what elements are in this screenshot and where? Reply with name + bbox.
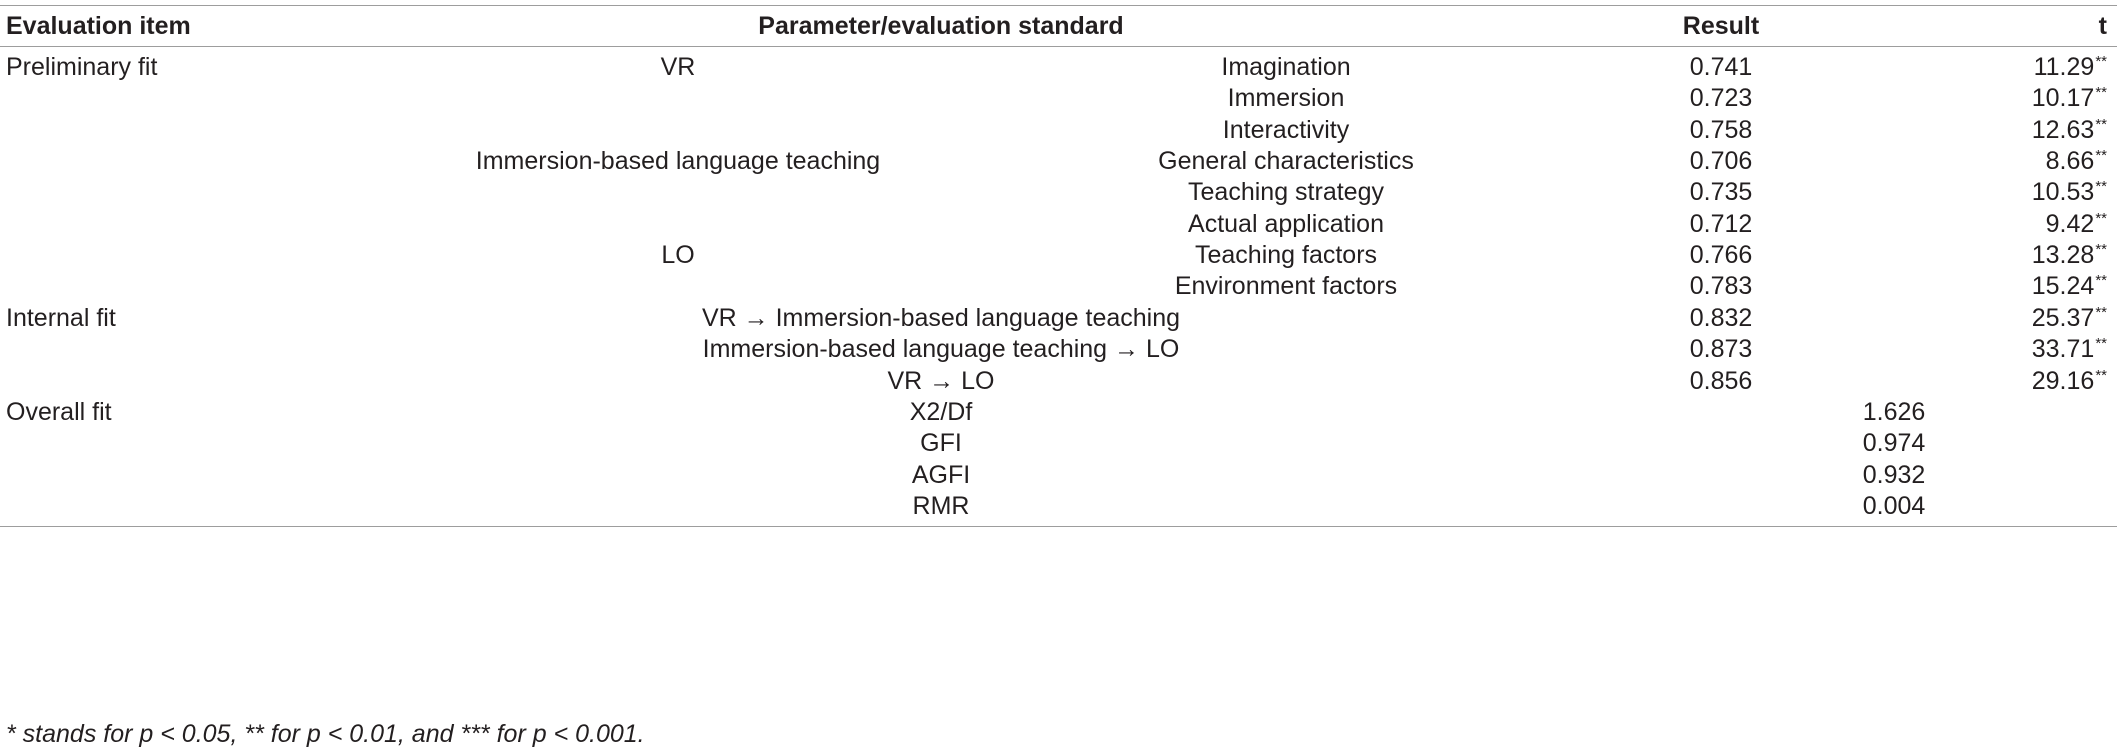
section-overall-fit: Overall fit	[6, 398, 112, 426]
group-immersion-based-teaching: Immersion-based language teaching	[475, 147, 881, 175]
preliminary-t	[2046, 146, 2107, 180]
significance-marker: **	[2095, 147, 2107, 164]
preliminary-result: 0.766	[1689, 241, 1753, 269]
significance-marker: **	[2095, 272, 2107, 289]
table-top-rule	[0, 5, 2117, 6]
header-result: Result	[1682, 12, 1760, 40]
header-t: t	[2098, 12, 2107, 40]
significance-marker: **	[2095, 210, 2107, 227]
preliminary-result: 0.723	[1689, 84, 1753, 112]
preliminary-item: Teaching strategy	[1188, 178, 1384, 206]
internal-t	[2032, 334, 2107, 368]
preliminary-t	[2032, 83, 2107, 117]
preliminary-item: Interactivity	[1222, 116, 1350, 144]
internal-result: 0.856	[1689, 367, 1753, 395]
header-bottom-rule	[0, 46, 2117, 47]
significance-marker: **	[2095, 304, 2107, 321]
preliminary-result: 0.735	[1689, 178, 1753, 206]
preliminary-item: Actual application	[1188, 210, 1384, 238]
overall-value: 0.932	[1862, 461, 1926, 489]
t-value: 12.63	[2031, 116, 2095, 144]
significance-marker: **	[2095, 178, 2107, 195]
preliminary-t	[2032, 271, 2107, 305]
t-value: 10.17	[2031, 84, 2095, 112]
preliminary-t	[2032, 115, 2107, 149]
internal-t	[2032, 303, 2107, 337]
internal-result: 0.832	[1689, 304, 1753, 332]
internal-path: Immersion-based language teaching → LO	[702, 335, 1180, 363]
overall-value: 0.974	[1862, 429, 1926, 457]
overall-value: 1.626	[1862, 398, 1926, 426]
t-value: 10.53	[2031, 178, 2095, 206]
group-vr: VR	[660, 53, 696, 81]
t-value: 25.37	[2031, 304, 2095, 332]
preliminary-t	[2046, 209, 2107, 243]
section-internal-fit: Internal fit	[6, 304, 116, 332]
preliminary-result: 0.758	[1689, 116, 1753, 144]
section-preliminary-fit: Preliminary fit	[6, 53, 158, 81]
overall-index: RMR	[912, 492, 970, 520]
significance-marker: **	[2095, 367, 2107, 384]
header-evaluation-item: Evaluation item	[6, 12, 191, 40]
internal-path: VR → LO	[887, 367, 995, 395]
table-bottom-rule	[0, 526, 2117, 527]
preliminary-t	[2034, 52, 2107, 86]
t-value: 15.24	[2031, 272, 2095, 300]
preliminary-result: 0.783	[1689, 272, 1753, 300]
internal-t	[2032, 366, 2107, 400]
significance-marker: **	[2095, 53, 2107, 70]
significance-marker: **	[2095, 335, 2107, 352]
preliminary-item: Environment factors	[1174, 272, 1398, 300]
internal-result: 0.873	[1689, 335, 1753, 363]
preliminary-item: Immersion	[1227, 84, 1345, 112]
significance-marker: **	[2095, 241, 2107, 258]
significance-marker: **	[2095, 84, 2107, 101]
overall-index: AGFI	[911, 461, 971, 489]
overall-value: 0.004	[1862, 492, 1926, 520]
t-value: 29.16	[2031, 367, 2095, 395]
preliminary-result: 0.706	[1689, 147, 1753, 175]
t-value: 9.42	[2045, 210, 2095, 238]
preliminary-item: Imagination	[1221, 53, 1351, 81]
internal-path: VR → Immersion-based language teaching	[701, 304, 1181, 332]
group-lo: LO	[661, 241, 695, 269]
preliminary-result: 0.741	[1689, 53, 1753, 81]
overall-index: GFI	[920, 429, 962, 457]
header-parameter: Parameter/evaluation standard	[758, 12, 1124, 40]
footnote: * stands for p < 0.05, ** for p < 0.01, and *** for p < 0.001.	[6, 720, 645, 748]
preliminary-result: 0.712	[1689, 210, 1753, 238]
preliminary-item: General characteristics	[1158, 147, 1414, 175]
t-value: 11.29	[2033, 53, 2095, 81]
t-value: 8.66	[2045, 147, 2095, 175]
t-value: 33.71	[2031, 335, 2095, 363]
preliminary-item: Teaching factors	[1194, 241, 1378, 269]
overall-index: X2/Df	[909, 398, 973, 426]
preliminary-t	[2032, 240, 2107, 274]
significance-marker: **	[2095, 116, 2107, 133]
preliminary-t	[2032, 177, 2107, 211]
t-value: 13.28	[2031, 241, 2095, 269]
